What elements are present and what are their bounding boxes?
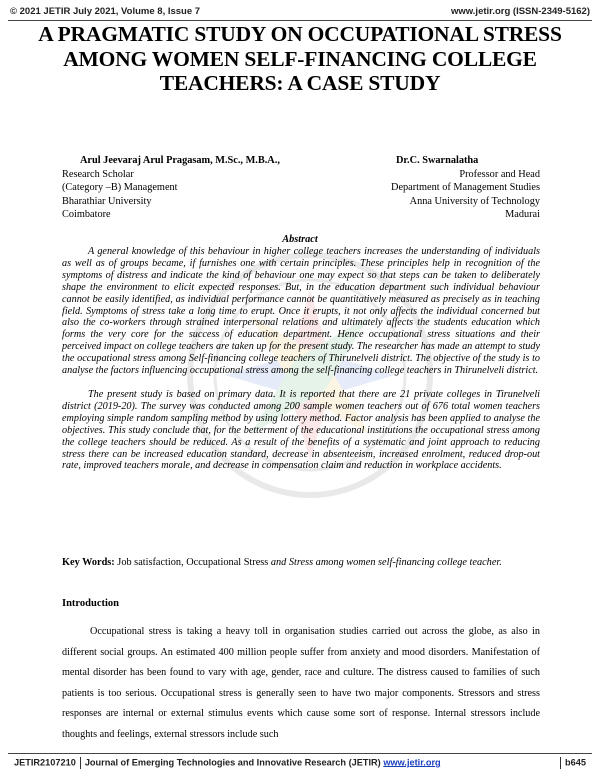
abstract-heading: Abstract xyxy=(282,234,318,245)
abstract-paragraph: A general knowledge of this behaviour in higher college teachers increases the understanding of individuals as well as of groups became, if furnishes one with certain principles. These principles help in recognition of the symptoms of distress and indicate the kind of behaviour one may expect so that steps can be taken to deliberately shape the environment to elicit expected responses. But, in the education department such individual behaviour cannot be easily identified, as individual performance cannot be quantitatively measured as precisely as in teaching field. Symptoms of stress take a long time to erupt. Once it erupts, it not only affects the individual concerned but also the co-workers through strained interpersonal relations and ultimately affects the students education which forms the very core for the success of education department. Hence occupational stress situations and their perceived impact on college teachers are taken up for the present study. The researcher has made an attempt to study the occupational stress among Self-financing college teachers of Thirunelveli district. The objective of the study is to analyse the factors influencing occupational stress among the self-financing college teachers in Thirunelveli district. xyxy=(62,246,540,377)
author-affiliation-line: Research Scholar xyxy=(62,168,134,180)
page-header xyxy=(10,6,590,20)
introduction-heading: Introduction xyxy=(62,598,119,609)
keywords-label: Key Words: xyxy=(62,557,115,568)
page-number xyxy=(556,757,586,769)
footer-separator xyxy=(560,757,561,769)
journal-website-link[interactable]: www.jetir.org xyxy=(383,757,441,768)
header-divider xyxy=(8,20,592,21)
author-name: Arul Jeevaraj Arul Pragasam, M.Sc., M.B.A., xyxy=(80,155,280,166)
header-citation: © 2021 JETIR July 2021, Volume 8, Issue 7 xyxy=(10,6,201,17)
page-footer xyxy=(14,757,586,769)
paper-id: JETIR2107210 xyxy=(14,757,76,768)
author-affiliation-line: Madurai xyxy=(505,209,540,221)
header-website: www.jetir.org (ISSN-2349-5162) xyxy=(450,6,590,17)
author-affiliation-line: Professor and Head xyxy=(459,168,540,180)
author-affiliation-line: Bharathiar University xyxy=(62,195,152,207)
second-author xyxy=(300,154,540,222)
author-affiliation-line: Department of Management Studies xyxy=(391,182,540,194)
abstract-body xyxy=(62,246,540,472)
keywords-plain: Job satisfaction, Occupational Stress xyxy=(114,557,271,568)
keywords-italic: and Stress among women self-financing college teacher. xyxy=(270,557,502,568)
author-name: Dr.C. Swarnalatha xyxy=(396,155,479,166)
author-affiliation-line: Anna University of Technology xyxy=(409,195,540,207)
footer-divider xyxy=(8,753,592,754)
introduction-body xyxy=(62,622,540,746)
author-affiliation-line: Coimbatore xyxy=(62,209,111,221)
introduction-paragraph: Occupational stress is taking a heavy toll in organisation studies carried out across the globe, as also in different social groups. An estimated 400 million people suffer from anxiety and mood disorders. Manifestation of mental disorder has been found to vary with age, gender, race and culture. The distress caused to families of such patients is too serious. Occupational stress is generally seen to have two major components. Stressors and stress responses are internal or external stimulus events which cause some sort of response. Internal stressors include thoughts and feelings, external stressors include such xyxy=(62,626,540,740)
paper-title: A PRAGMATIC STUDY ON OCCUPATIONAL STRESS AMONG WOMEN SELF-FINANCING COLLEGE TEACHERS: A CASE STUDY xyxy=(38,22,562,95)
abstract-paragraph: The present study is based on primary data. It is reported that there are 21 private colleges in Tirunelveli district (2019-20). The survey was conducted among 200 sample women teachers out of 676 total women teachers employing simple random sampling method by using lottery method. Factor analysis has been applied to analyse the objectives. This study conclude that, for the betterment of the educational institutions the occupational stress among the college teachers should be reduced. As a result of the benefits of a systematic and joint approach to reducing stress there can be increased education standard, decrease in absenteeism, increased enrolment, reduced drop-out rate, improved teachers morale, and decrease in compensation claim and reduction in workplace accidents. xyxy=(62,388,540,472)
keywords xyxy=(62,557,540,570)
journal-name: Journal of Emerging Technologies and Innovative Research (JETIR) xyxy=(84,757,381,768)
page-number-value: b645 xyxy=(565,757,586,768)
author-affiliation-line: (Category –B) Management xyxy=(62,182,178,194)
footer-separator xyxy=(80,757,81,769)
